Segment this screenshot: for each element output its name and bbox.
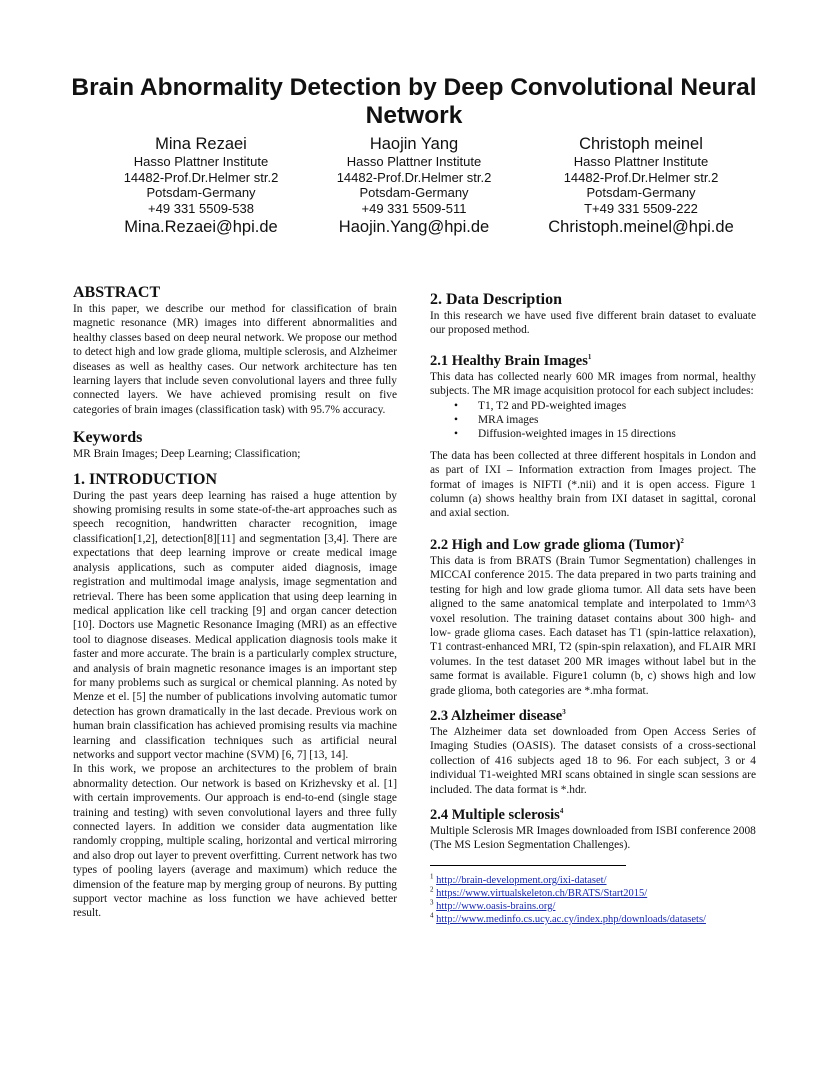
footnote-link[interactable]: http://www.oasis-brains.org/ [436,900,556,912]
footnote-marker: 4 [559,807,564,816]
author-name: Christoph meinel [579,135,703,153]
list-item: • MRA images [430,413,756,427]
intro-paragraph-1: During the past years deep learning has raised a huge attention by showing promising results in some state-of-the-art approaches such as speech recognition, handwritten character recognition, image classification[1,2], detection[8][11] and segmentation [3,4]. There are expectations that deep learning improve or create medical image analysis applications, such as computer aided diagnosis, image registration and multimodal image analysis, image segmentation and retrieval. There has been some application that using deep learning in medical application like cell tracking [9] and organ cancer detection [10]. Doctors use Magnetic Resonance Imaging (MRI) as an effective tool to diagnose diseases. Medical application diagnosis tools make it faster and more accurate. The brain is a particularly complex structure, and analysis of brain magnetic resonance images is an important step for many problems such as surgical or chemical planning. As noted by Menze et el. [5] the number of publications involving automatic tumor detection has grown dramatically in the last decade. Previous work on human brain classification has achieved promising results via machine learning and classification techniques such as artificial neural networks and support vector machine (SVM) [6, 7] [13, 14]. [73,489,397,761]
author-phone: +49 331 5509-538 [148,200,254,216]
paper-title: Brain Abnormality Detection by Deep Convolutional Neural Network [71,74,757,129]
author-street: 14482-Prof.Dr.Helmer str.2 [123,169,279,185]
footnote-2: $^2$ https://www.virtualskeleton.ch/BRATS/Start2015/ [430,885,648,899]
data-description-text: In this research we have used five different brain dataset to evaluate our proposed method. [430,310,756,337]
footnote-1: $^1$ http://brain-development.org/ixi-dataset/ [430,872,607,886]
footnote-marker: 3 [562,708,566,717]
right-column [430,291,756,926]
intro-paragraph-2: In this work, we propose an architectures to the problem of brain abnormality detection. Our network is based on Krizhevsky et al. [1] with certain improvements. Our approach is end-to-end (single stage training and testing) with seven convolutional layers and three fully connected layers. In addition we consider data augmentation like randomly cropping, multiple scaling, horizontal and vertical mirroring and also drop out layer to prevent overfitting. Current network has two types of pooling layers (average and maximum) which reduce the dimension of the feature map by merging group of neurons. By putting support vector machine as loss function we have achieved better result. [73,763,397,920]
author-street: 14482-Prof.Dr.Helmer str.2 [336,169,492,185]
footnote-3: $^3$ http://www.oasis-brains.org/ [430,898,556,912]
author-institute: Hasso Plattner Institute [573,154,709,169]
section-2-2-text: This data is from BRATS (Brain Tumor Segmentation) challenges in MICCAI conference 2015. The data prepared in two parts training and testing for high and low grade glioma tumor. All data sets have been aligned to the same anatomical template and interpolated to 1mm^3 voxel resolution. The training dataset contains about 300 high- and low- grade glioma cases. Each dataset has T1 (spin-lattice relaxation), T1 contrast-enhanced MRI, T2 (spin-spin relaxation), and FLAIR MRI volumes. In the test dataset 200 MR images without label but in the same format is available. Figure1 column (b, c) shows high and low grade glioma, both categories are *.mha format. [430,554,756,697]
section-2-1-intro: This data has collected nearly 600 MR images from normal, healthy subjects. The MR image acquisition protocol for each subject includes: [430,370,756,398]
section-2-4-text: Multiple Sclerosis MR Images downloaded from ISBI conference 2008 (The MS Lesion Segmentation Challenges). [430,824,756,852]
section-2-3-heading: 2.3 Alzheimer disease$^3$ [430,707,566,724]
keywords-text: MR Brain Images; Deep Learning; Classification; [73,448,301,461]
author-city: Potsdam-Germany [146,185,256,200]
author-institute: Hasso Plattner Institute [133,154,269,169]
footnote-divider [430,865,626,866]
abstract-heading: ABSTRACT [73,284,161,301]
author-phone: T+49 331 5509-222 [584,200,698,216]
footnote-marker: 1 [587,352,592,361]
section-2-1-text: The data has been collected at three different hospitals in London and as part of IXI – Information extraction from Images project. The format of images is NIFTI (*.nii) and it is open access. Figure 1 column (a) shows healthy brain from IXI dataset in sagittal, coronal and axial section. [430,449,756,520]
footnote-4: $^4$ http://www.medinfo.cs.ucy.ac.cy/index.php/downloads/datasets/ [430,911,706,925]
data-description-heading: 2. Data Description [430,291,562,308]
author-street: 14482-Prof.Dr.Helmer str.2 [563,169,719,185]
footnote-marker: 2 [680,537,684,546]
section-2-1-heading: 2.1 Healthy Brain Images$^1$ [430,352,592,369]
author-block-2 [294,134,534,237]
author-block-1 [81,134,321,237]
keywords-heading: Keywords [73,429,143,447]
abstract-text: In this paper, we describe our method for classification of brain magnetic resonance (MR) images into different abnormalities and healthy classes based on deep neural network. We propose our method to detect high and low grade glioma, multiple sclerosis, and Alzheimer diseases as well as healthy cases. Our network architecture has ten learning layers that include seven convolutional layers and three fully connected layers. We have achieved promising result on five categories of brain images (classification task) with 95.7% accuracy. [73,303,397,416]
list-item: • Diffusion-weighted images in 15 directions [430,427,756,441]
author-email: Mina.Rezaei@hpi.de [124,218,278,236]
author-name: Haojin Yang [369,135,459,153]
footnote-link[interactable]: http://brain-development.org/ixi-dataset/ [436,874,607,886]
author-phone: +49 331 5509-511 [361,200,467,216]
author-city: Potsdam-Germany [359,185,469,200]
author-email: Haojin.Yang@hpi.de [338,218,490,236]
left-column [73,284,397,921]
author-city: Potsdam-Germany [586,185,696,200]
footnote-link[interactable]: https://www.virtualskeleton.ch/BRATS/Start2015/ [436,887,648,899]
section-2-4-heading: 2.4 Multiple sclerosis$^4$ [430,806,564,823]
author-block-3 [521,134,761,237]
acquisition-protocol-list [430,399,756,442]
footnote-link[interactable]: http://www.medinfo.cs.ucy.ac.cy/index.php/downloads/datasets/ [436,913,706,925]
section-2-2-heading: 2.2 High and Low grade glioma (Tumor)$^2$ [430,536,684,553]
author-name: Mina Rezaei [155,135,247,153]
author-email: Christoph.meinel@hpi.de [548,218,734,236]
author-institute: Hasso Plattner Institute [346,154,482,169]
list-item: • T1, T2 and PD-weighted images [430,399,756,413]
intro-heading: 1. INTRODUCTION [73,470,218,488]
section-2-3-text: The Alzheimer data set downloaded from Open Access Series of Imaging Studies (OASIS). The dataset consists of a cross-sectional collection of 416 subjects aged 18 to 96. For each subject, 3 or 4 individual T1-weighted MRI scans obtained in single scan sessions are included. The data format is *.hdr. [430,725,756,796]
